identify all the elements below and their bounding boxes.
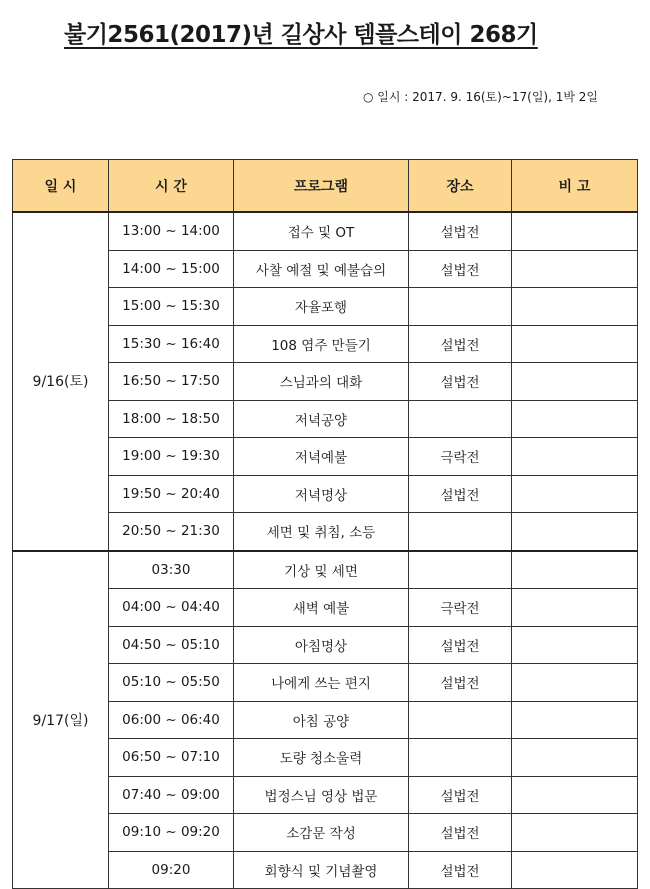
header-time: 시 간 [109, 160, 234, 213]
note-cell [512, 400, 638, 438]
time-cell: 04:50 ~ 05:10 [109, 626, 234, 664]
program-cell: 아침 공양 [234, 701, 409, 739]
time-cell: 13:00 ~ 14:00 [109, 212, 234, 250]
time-cell: 09:10 ~ 09:20 [109, 814, 234, 852]
program-cell: 저녁공양 [234, 400, 409, 438]
time-cell: 14:00 ~ 15:00 [109, 250, 234, 288]
program-cell: 나에게 쓰는 편지 [234, 664, 409, 702]
note-cell [512, 851, 638, 889]
place-cell: 설법전 [409, 475, 512, 513]
note-cell [512, 814, 638, 852]
place-cell [409, 551, 512, 589]
time-cell: 07:40 ~ 09:00 [109, 776, 234, 814]
note-cell [512, 212, 638, 250]
place-cell: 설법전 [409, 212, 512, 250]
note-cell [512, 664, 638, 702]
time-cell: 19:50 ~ 20:40 [109, 475, 234, 513]
place-cell: 설법전 [409, 851, 512, 889]
schedule-table [12, 159, 638, 889]
time-cell: 05:10 ~ 05:50 [109, 664, 234, 702]
day-cell: 9/16(토) [13, 212, 109, 551]
place-cell: 설법전 [409, 626, 512, 664]
note-cell [512, 475, 638, 513]
program-cell: 회향식 및 기념촬영 [234, 851, 409, 889]
day-cell: 9/17(일) [13, 551, 109, 889]
place-cell: 설법전 [409, 776, 512, 814]
note-cell [512, 288, 638, 326]
place-cell [409, 739, 512, 777]
program-cell: 108 염주 만들기 [234, 325, 409, 363]
note-cell [512, 701, 638, 739]
note-cell [512, 739, 638, 777]
place-cell [409, 513, 512, 551]
program-cell: 소감문 작성 [234, 814, 409, 852]
place-cell: 극락전 [409, 438, 512, 476]
program-cell: 도량 청소울력 [234, 739, 409, 777]
place-cell: 설법전 [409, 664, 512, 702]
place-cell: 극락전 [409, 589, 512, 627]
time-cell: 19:00 ~ 19:30 [109, 438, 234, 476]
place-cell: 설법전 [409, 363, 512, 401]
time-cell: 15:00 ~ 15:30 [109, 288, 234, 326]
note-cell [512, 626, 638, 664]
time-cell: 06:00 ~ 06:40 [109, 701, 234, 739]
program-cell: 자율포행 [234, 288, 409, 326]
time-cell: 18:00 ~ 18:50 [109, 400, 234, 438]
header-program: 프로그램 [234, 160, 409, 213]
header-row [13, 160, 638, 213]
time-cell: 15:30 ~ 16:40 [109, 325, 234, 363]
header-note: 비 고 [512, 160, 638, 213]
time-cell: 04:00 ~ 04:40 [109, 589, 234, 627]
program-cell: 저녁명상 [234, 475, 409, 513]
program-cell: 사찰 예절 및 예불습의 [234, 250, 409, 288]
document-title: 불기2561(2017)년 길상사 템플스테이 268기 [64, 22, 538, 48]
place-cell: 설법전 [409, 325, 512, 363]
table-row [13, 551, 638, 589]
time-cell: 20:50 ~ 21:30 [109, 513, 234, 551]
time-cell: 06:50 ~ 07:10 [109, 739, 234, 777]
program-cell: 스님과의 대화 [234, 363, 409, 401]
program-cell: 저녁예불 [234, 438, 409, 476]
place-cell: 설법전 [409, 814, 512, 852]
program-cell: 아침명상 [234, 626, 409, 664]
note-cell [512, 776, 638, 814]
time-cell: 03:30 [109, 551, 234, 589]
place-cell [409, 400, 512, 438]
note-cell [512, 551, 638, 589]
place-cell: 설법전 [409, 250, 512, 288]
note-cell [512, 513, 638, 551]
header-date: 일 시 [13, 160, 109, 213]
program-cell: 법정스님 영상 법문 [234, 776, 409, 814]
time-cell: 16:50 ~ 17:50 [109, 363, 234, 401]
note-cell [512, 363, 638, 401]
table-row [13, 212, 638, 250]
note-cell [512, 325, 638, 363]
program-cell: 새벽 예불 [234, 589, 409, 627]
event-dateline: ○ 일시 : 2017. 9. 16(토)~17(일), 1박 2일 [363, 90, 598, 104]
note-cell [512, 589, 638, 627]
schedule-body [13, 212, 638, 889]
note-cell [512, 438, 638, 476]
place-cell [409, 288, 512, 326]
program-cell: 기상 및 세면 [234, 551, 409, 589]
place-cell [409, 701, 512, 739]
time-cell: 09:20 [109, 851, 234, 889]
program-cell: 세면 및 취침, 소등 [234, 513, 409, 551]
program-cell: 접수 및 OT [234, 212, 409, 250]
note-cell [512, 250, 638, 288]
header-place: 장소 [409, 160, 512, 213]
